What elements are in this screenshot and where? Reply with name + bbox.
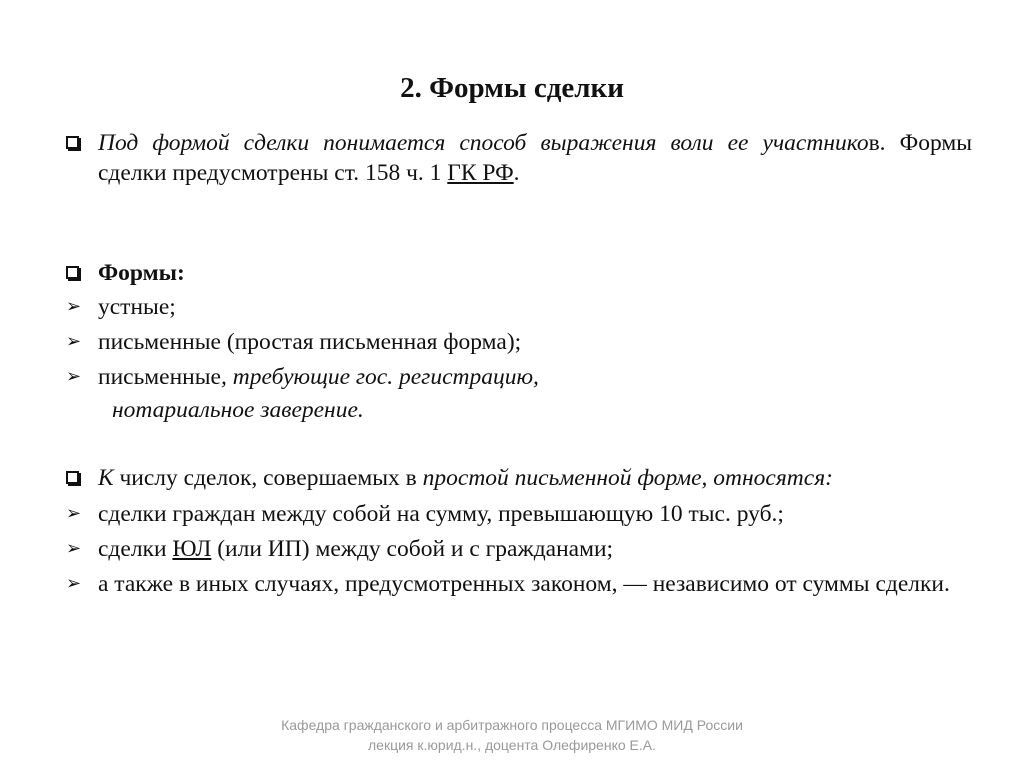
simple-written-intro (66, 463, 972, 493)
arrow-bullet-icon: ➢ (66, 366, 82, 387)
yul-link[interactable]: ЮЛ (172, 536, 212, 562)
checkbox-icon (66, 471, 79, 484)
intro-italic: простой письменной форме, относятся: (422, 465, 833, 491)
arrow-bullet-icon: ➢ (66, 573, 82, 594)
definition-italic: Под формой сделки понимается способ выражения воли ее участнико (98, 130, 869, 156)
arrow-bullet-icon: ➢ (66, 538, 82, 559)
definition-paragraph (66, 128, 972, 188)
footer-lecturer: лекция к.юрид.н., доцента Олефиренко Е.А. (368, 737, 656, 753)
footer-department: Кафедра гражданского и арбитражного процесса МГИМО МИД России (281, 717, 743, 733)
definition-end: . (513, 160, 520, 186)
checkbox-icon (66, 136, 79, 149)
list-item (66, 292, 972, 322)
list-item (66, 499, 972, 529)
list-item (66, 327, 972, 357)
definition-block (66, 128, 972, 188)
arrow-bullet-icon: ➢ (66, 331, 82, 352)
forms-item-written: письменные (98, 364, 221, 390)
forms-block (66, 258, 972, 425)
simple-item-citizens: сделки граждан между собой на сумму, превышающую 10 тыс. руб.; (98, 501, 784, 527)
list-item (66, 362, 972, 392)
page-title: 2. Формы сделки (400, 72, 624, 104)
simple-item-legal-post: (или ИП) между собой и с гражданами; (211, 536, 614, 562)
forms-heading-row (66, 258, 972, 288)
intro-normal: числу сделок, совершаемых в (113, 465, 423, 491)
forms-item-notary: нотариальное заверение. (112, 397, 364, 423)
arrow-bullet-icon: ➢ (66, 296, 82, 317)
forms-item-simple-written: письменные (простая письменная форма); (98, 329, 522, 355)
arrow-bullet-icon: ➢ (66, 503, 82, 524)
checkbox-icon (66, 266, 79, 279)
list-item (66, 534, 972, 564)
definition-text: в. Формы сделки предусмотрены ст. 158 ч. 1 (98, 130, 972, 186)
footer (0, 715, 1024, 755)
forms-item-registration: , требующие гос. регистрацию, (220, 364, 539, 390)
list-item (66, 569, 972, 599)
gk-rf-link[interactable]: ГК РФ (447, 160, 514, 186)
list-item-continuation (66, 395, 972, 425)
forms-heading: Формы: (98, 260, 185, 286)
intro-italic-k: К (98, 465, 114, 491)
simple-item-other: а также в иных случаях, предусмотренных законом, — независимо от суммы сделки. (98, 571, 950, 597)
simple-item-legal-pre: сделки (98, 536, 173, 562)
forms-item-oral: устные; (98, 294, 176, 320)
simple-written-block (66, 463, 972, 599)
